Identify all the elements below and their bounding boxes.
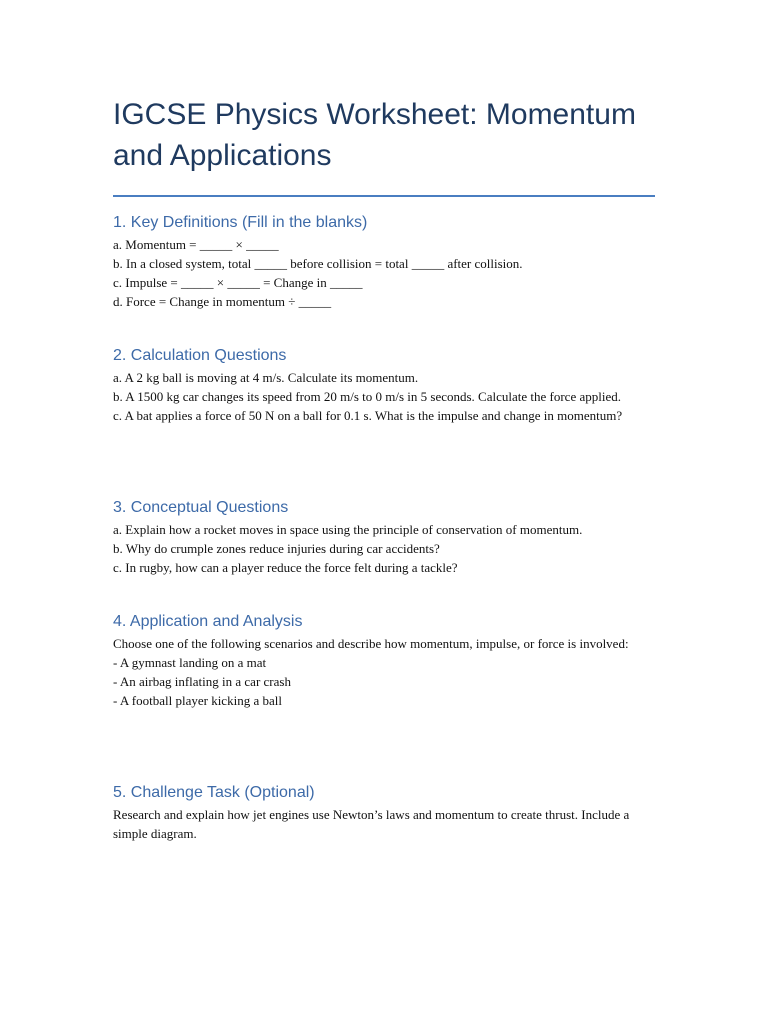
page-title: IGCSE Physics Worksheet: Momentum and Applications bbox=[113, 98, 636, 172]
question-line: c. Impulse = _____ × _____ = Change in _____ bbox=[113, 275, 363, 290]
section-heading: 1. Key Definitions (Fill in the blanks) bbox=[113, 214, 368, 231]
question-line: Research and explain how jet engines use Newton’s laws and momentum to create thrust. Include a simple diagram. bbox=[113, 807, 630, 841]
list-item: - An airbag inflating in a car crash bbox=[113, 674, 291, 689]
section-challenge-task bbox=[113, 782, 655, 843]
question-line: d. Force = Change in momentum ÷ _____ bbox=[113, 294, 332, 309]
question-line: a. Momentum = _____ × _____ bbox=[113, 237, 279, 252]
question-line: b. Why do crumple zones reduce injuries during car accidents? bbox=[113, 541, 440, 556]
question-line: a. A 2 kg ball is moving at 4 m/s. Calculate its momentum. bbox=[113, 370, 419, 385]
title-divider bbox=[113, 195, 655, 197]
section-heading: 5. Challenge Task (Optional) bbox=[113, 784, 315, 801]
question-line: Choose one of the following scenarios and describe how momentum, impulse, or force is involved: bbox=[113, 636, 629, 651]
section-heading: 3. Conceptual Questions bbox=[113, 499, 289, 516]
question-line: b. In a closed system, total _____ before collision = total _____ after collision. bbox=[113, 256, 523, 271]
question-line: c. In rugby, how can a player reduce the force felt during a tackle? bbox=[113, 560, 458, 575]
section-conceptual-questions bbox=[113, 497, 655, 577]
section-calculation-questions bbox=[113, 345, 655, 425]
list-item: - A football player kicking a ball bbox=[113, 693, 282, 708]
section-key-definitions bbox=[113, 212, 655, 311]
question-line: c. A bat applies a force of 50 N on a ball for 0.1 s. What is the impulse and change in momentum? bbox=[113, 408, 623, 423]
section-application-analysis bbox=[113, 611, 655, 710]
worksheet-page bbox=[113, 94, 655, 841]
question-line: a. Explain how a rocket moves in space using the principle of conservation of momentum. bbox=[113, 522, 583, 537]
question-line: b. A 1500 kg car changes its speed from 20 m/s to 0 m/s in 5 seconds. Calculate the force applied. bbox=[113, 389, 621, 404]
section-heading: 4. Application and Analysis bbox=[113, 613, 303, 630]
section-heading: 2. Calculation Questions bbox=[113, 347, 287, 364]
list-item: - A gymnast landing on a mat bbox=[113, 655, 267, 670]
